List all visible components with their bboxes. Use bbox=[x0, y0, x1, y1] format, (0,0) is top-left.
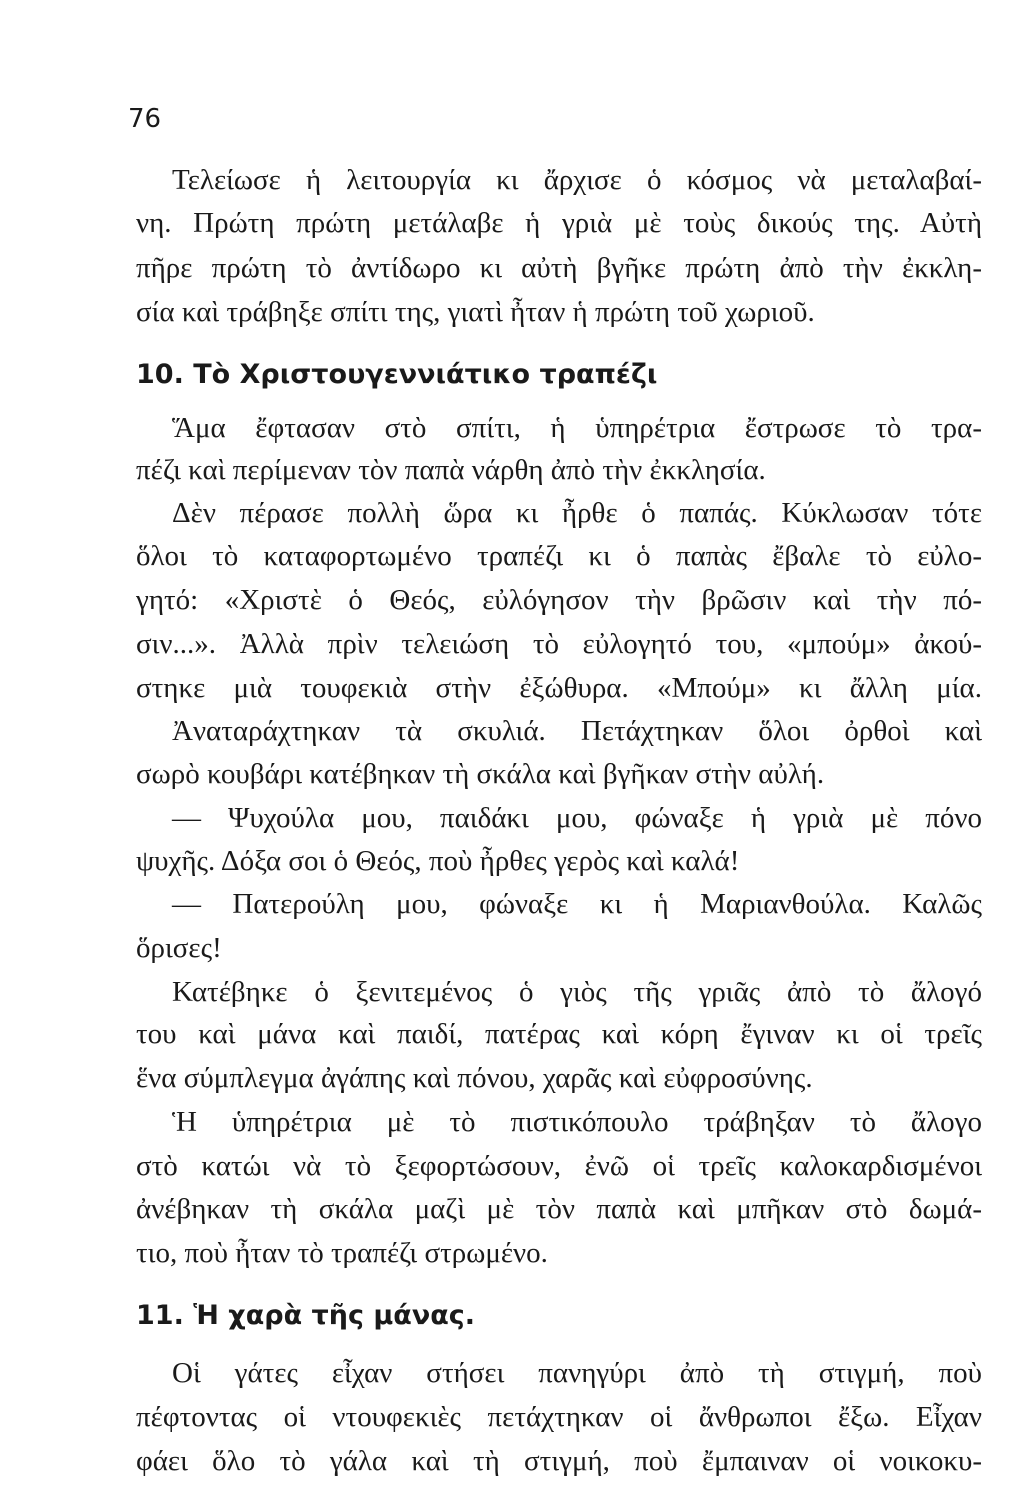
text-line: Κατέβηκε ὁ ξενιτεμένος ὁ γιὸς τῆς γριᾶς ἀπὸ τὸ ἄλογό bbox=[172, 976, 982, 1008]
text-line: ὅρισες! bbox=[136, 932, 222, 964]
section-10-heading: 10. Τὸ Χριστουγεννιάτικο τραπέζι bbox=[136, 359, 658, 390]
text-line: ψυχῆς. Δόξα σοι ὁ Θεός, ποὺ ἦρθες γερὸς καὶ καλά! bbox=[136, 845, 740, 877]
text-line: πέζι καὶ περίμεναν τὸν παπὰ νάρθη ἀπὸ τὴν ἐκκλησία. bbox=[136, 454, 766, 486]
text-line: στὸ κατώι νὰ τὸ ξεφορτώσουν, ἐνῶ οἱ τρεῖς καλοκαρδισμένοι bbox=[136, 1150, 982, 1182]
text-line: του καὶ μάνα καὶ παιδί, πατέρας καὶ κόρη ἔγιναν κι οἱ τρεῖς bbox=[136, 1018, 982, 1050]
text-line: πέφτοντας οἱ ντουφεκιὲς πετάχτηκαν οἱ ἄνθρωποι ἔξω. Εἶχαν bbox=[136, 1401, 982, 1433]
text-line: τιο, ποὺ ἦταν τὸ τραπέζι στρωμένο. bbox=[136, 1237, 548, 1269]
text-line: Τελείωσε ἡ λειτουργία κι ἄρχισε ὁ κόσμος νὰ μεταλαβαί- bbox=[172, 164, 982, 196]
text-line: πῆρε πρώτη τὸ ἀντίδωρο κι αὐτὴ βγῆκε πρώτη ἀπὸ τὴν ἐκκλη- bbox=[136, 252, 982, 284]
text-line: νη. Πρώτη πρώτη μετάλαβε ἡ γριὰ μὲ τοὺς δικούς της. Αὐτὴ bbox=[136, 207, 982, 239]
text-line: σιν...». Ἀλλὰ πρὶν τελειώση τὸ εὐλογητό του, «μπούμ» ἀκού- bbox=[136, 628, 982, 660]
text-line: — Πατερούλη μου, φώναξε κι ἡ Μαριανθούλα. Καλῶς bbox=[172, 888, 982, 920]
text-line: Ἅμα ἔφτασαν στὸ σπίτι, ἡ ὑπηρέτρια ἔστρωσε τὸ τρα- bbox=[172, 412, 982, 444]
text-line: Οἱ γάτες εἶχαν στήσει πανηγύρι ἀπὸ τὴ στιγμή, ποὺ bbox=[172, 1357, 982, 1389]
text-line: στηκε μιὰ τουφεκιὰ στὴν ἐξώθυρα. «Μπούμ» κι ἄλλη μία. bbox=[136, 672, 982, 704]
text-line: σία καὶ τράβηξε σπίτι της, γιατὶ ἦταν ἡ πρώτη τοῦ χωριοῦ. bbox=[136, 296, 815, 328]
text-line: Ἡ ὑπηρέτρια μὲ τὸ πιστικόπουλο τράβηξαν τὸ ἄλογο bbox=[172, 1106, 982, 1138]
text-line: φάει ὅλο τὸ γάλα καὶ τὴ στιγμή, ποὺ ἔμπαιναν οἱ νοικοκυ- bbox=[136, 1445, 982, 1477]
text-line: σωρὸ κουβάρι κατέβηκαν τὴ σκάλα καὶ βγῆκαν στὴν αὐλή. bbox=[136, 758, 825, 790]
text-line: ἕνα σύμπλεγμα ἀγάπης καὶ πόνου, χαρᾶς καὶ εὐφροσύνης. bbox=[136, 1062, 813, 1094]
text-line: γητό: «Χριστὲ ὁ Θεός, εὐλόγησον τὴν βρῶσιν καὶ τὴν πό- bbox=[136, 584, 982, 616]
text-line: Δὲν πέρασε πολλὴ ὥρα κι ἦρθε ὁ παπάς. Κύκλωσαν τότε bbox=[172, 497, 982, 529]
text-line: ἀνέβηκαν τὴ σκάλα μαζὶ μὲ τὸν παπὰ καὶ μπῆκαν στὸ δωμά- bbox=[136, 1193, 982, 1225]
text-line: Ἀναταράχτηκαν τὰ σκυλιά. Πετάχτηκαν ὅλοι ὀρθοὶ καὶ bbox=[172, 715, 982, 747]
text-line: ὅλοι τὸ καταφορτωμένο τραπέζι κι ὁ παπὰς ἔβαλε τὸ εὐλο- bbox=[136, 540, 982, 572]
text-line: — Ψυχούλα μου, παιδάκι μου, φώναξε ἡ γριὰ μὲ πόνο bbox=[172, 802, 982, 834]
section-11-heading: 11. Ἡ χαρὰ τῆς μάνας. bbox=[136, 1300, 476, 1331]
page-number: 76 bbox=[128, 104, 162, 134]
